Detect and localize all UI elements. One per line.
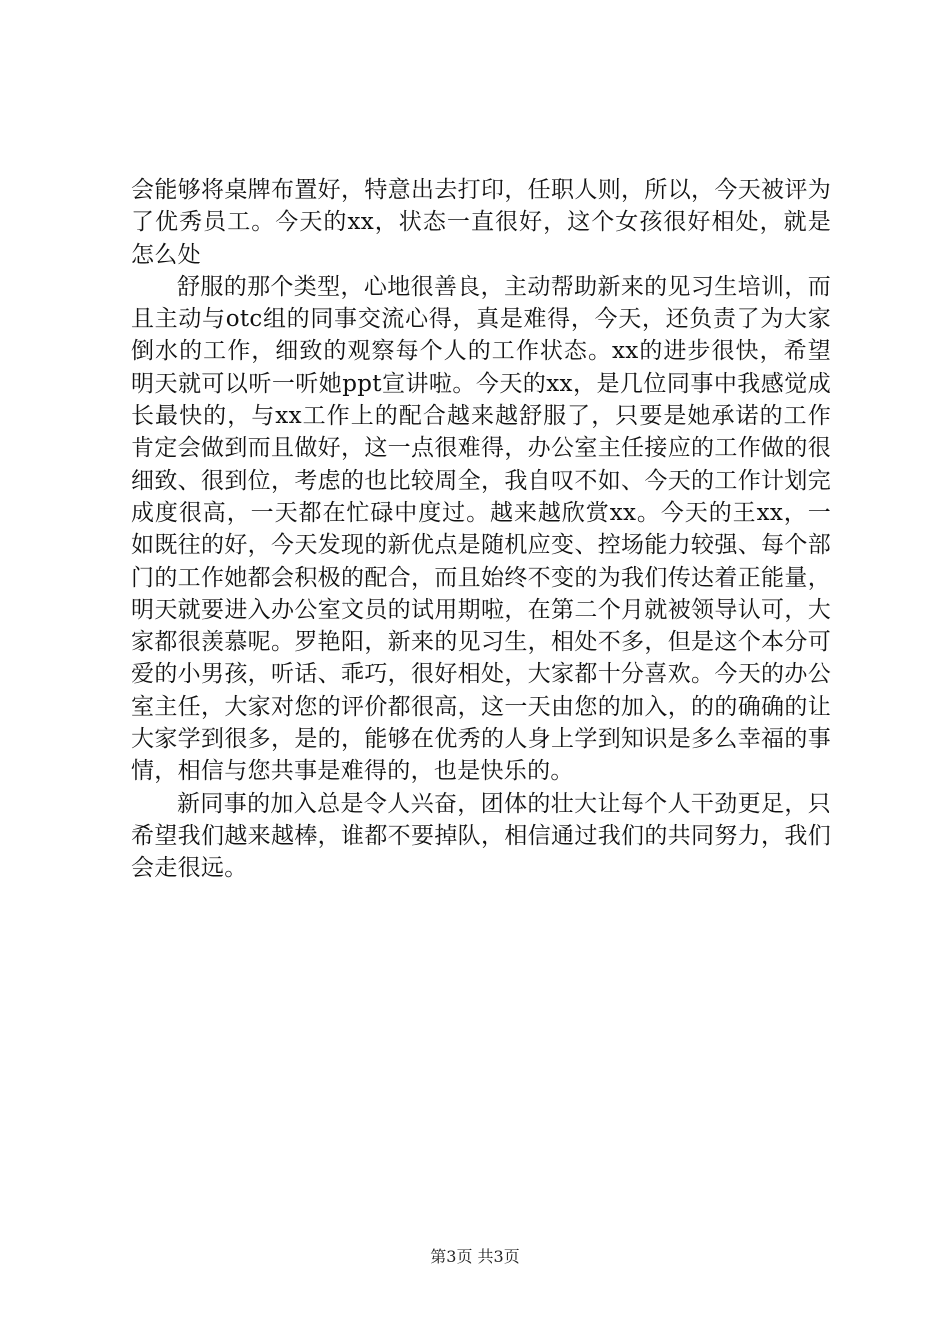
document-body <box>131 174 831 885</box>
paragraph: 新同事的加入总是令人兴奋，团体的壮大让每个人干劲更足，只希望我们越来越棒，谁都不要掉队，相信通过我们的共同努力，我们会走很远。 <box>131 790 831 882</box>
page-number-footer: 第3页 共3页 <box>430 1247 520 1266</box>
paragraph: 舒服的那个类型，心地很善良，主动帮助新来的见习生培训，而且主动与otc组的同事交流心得，真是难得，今天，还负责了为大家倒水的工作，细致的观察每个人的工作状态。xx的进步很快，希望明天就可以听一听她ppt宣讲啦。今天的xx，是几位同事中我感觉成长最快的，与xx工作上的配合越来越舒服了，只要是她承诺的工作肯定会做到而且做好，这一点很难得，办公室主任接应的工作做的很细致、很到位，考虑的也比较周全，我自叹不如、今天的工作计划完成度很高，一天都在忙碌中度过。越来越欣赏xx。今天的王xx，一如既往的好，今天发现的新优点是随机应变、控场能力较强、每个部门的工作她都会积极的配合，而且始终不变的为我们传达着正能量，明天就要进入办公室文员的试用期啦，在第二个月就被领导认可，大家都很羡慕呢。罗艳阳，新来的见习生，相处不多，但是这个本分可爱的小男孩，听话、乖巧，很好相处，大家都十分喜欢。今天的办公室主任，大家对您的评价都很高，这一天由您的加入，的的确确的让大家学到很多，是的，能够在优秀的人身上学到知识是多么幸福的事情，相信与您共事是难得的，也是快乐的。 <box>131 273 831 785</box>
paragraph-continued: 会能够将桌牌布置好，特意出去打印，任职人则，所以，今天被评为了优秀员工。今天的xx，状态一直很好，这个女孩很好相处，就是怎么处 <box>131 177 831 268</box>
